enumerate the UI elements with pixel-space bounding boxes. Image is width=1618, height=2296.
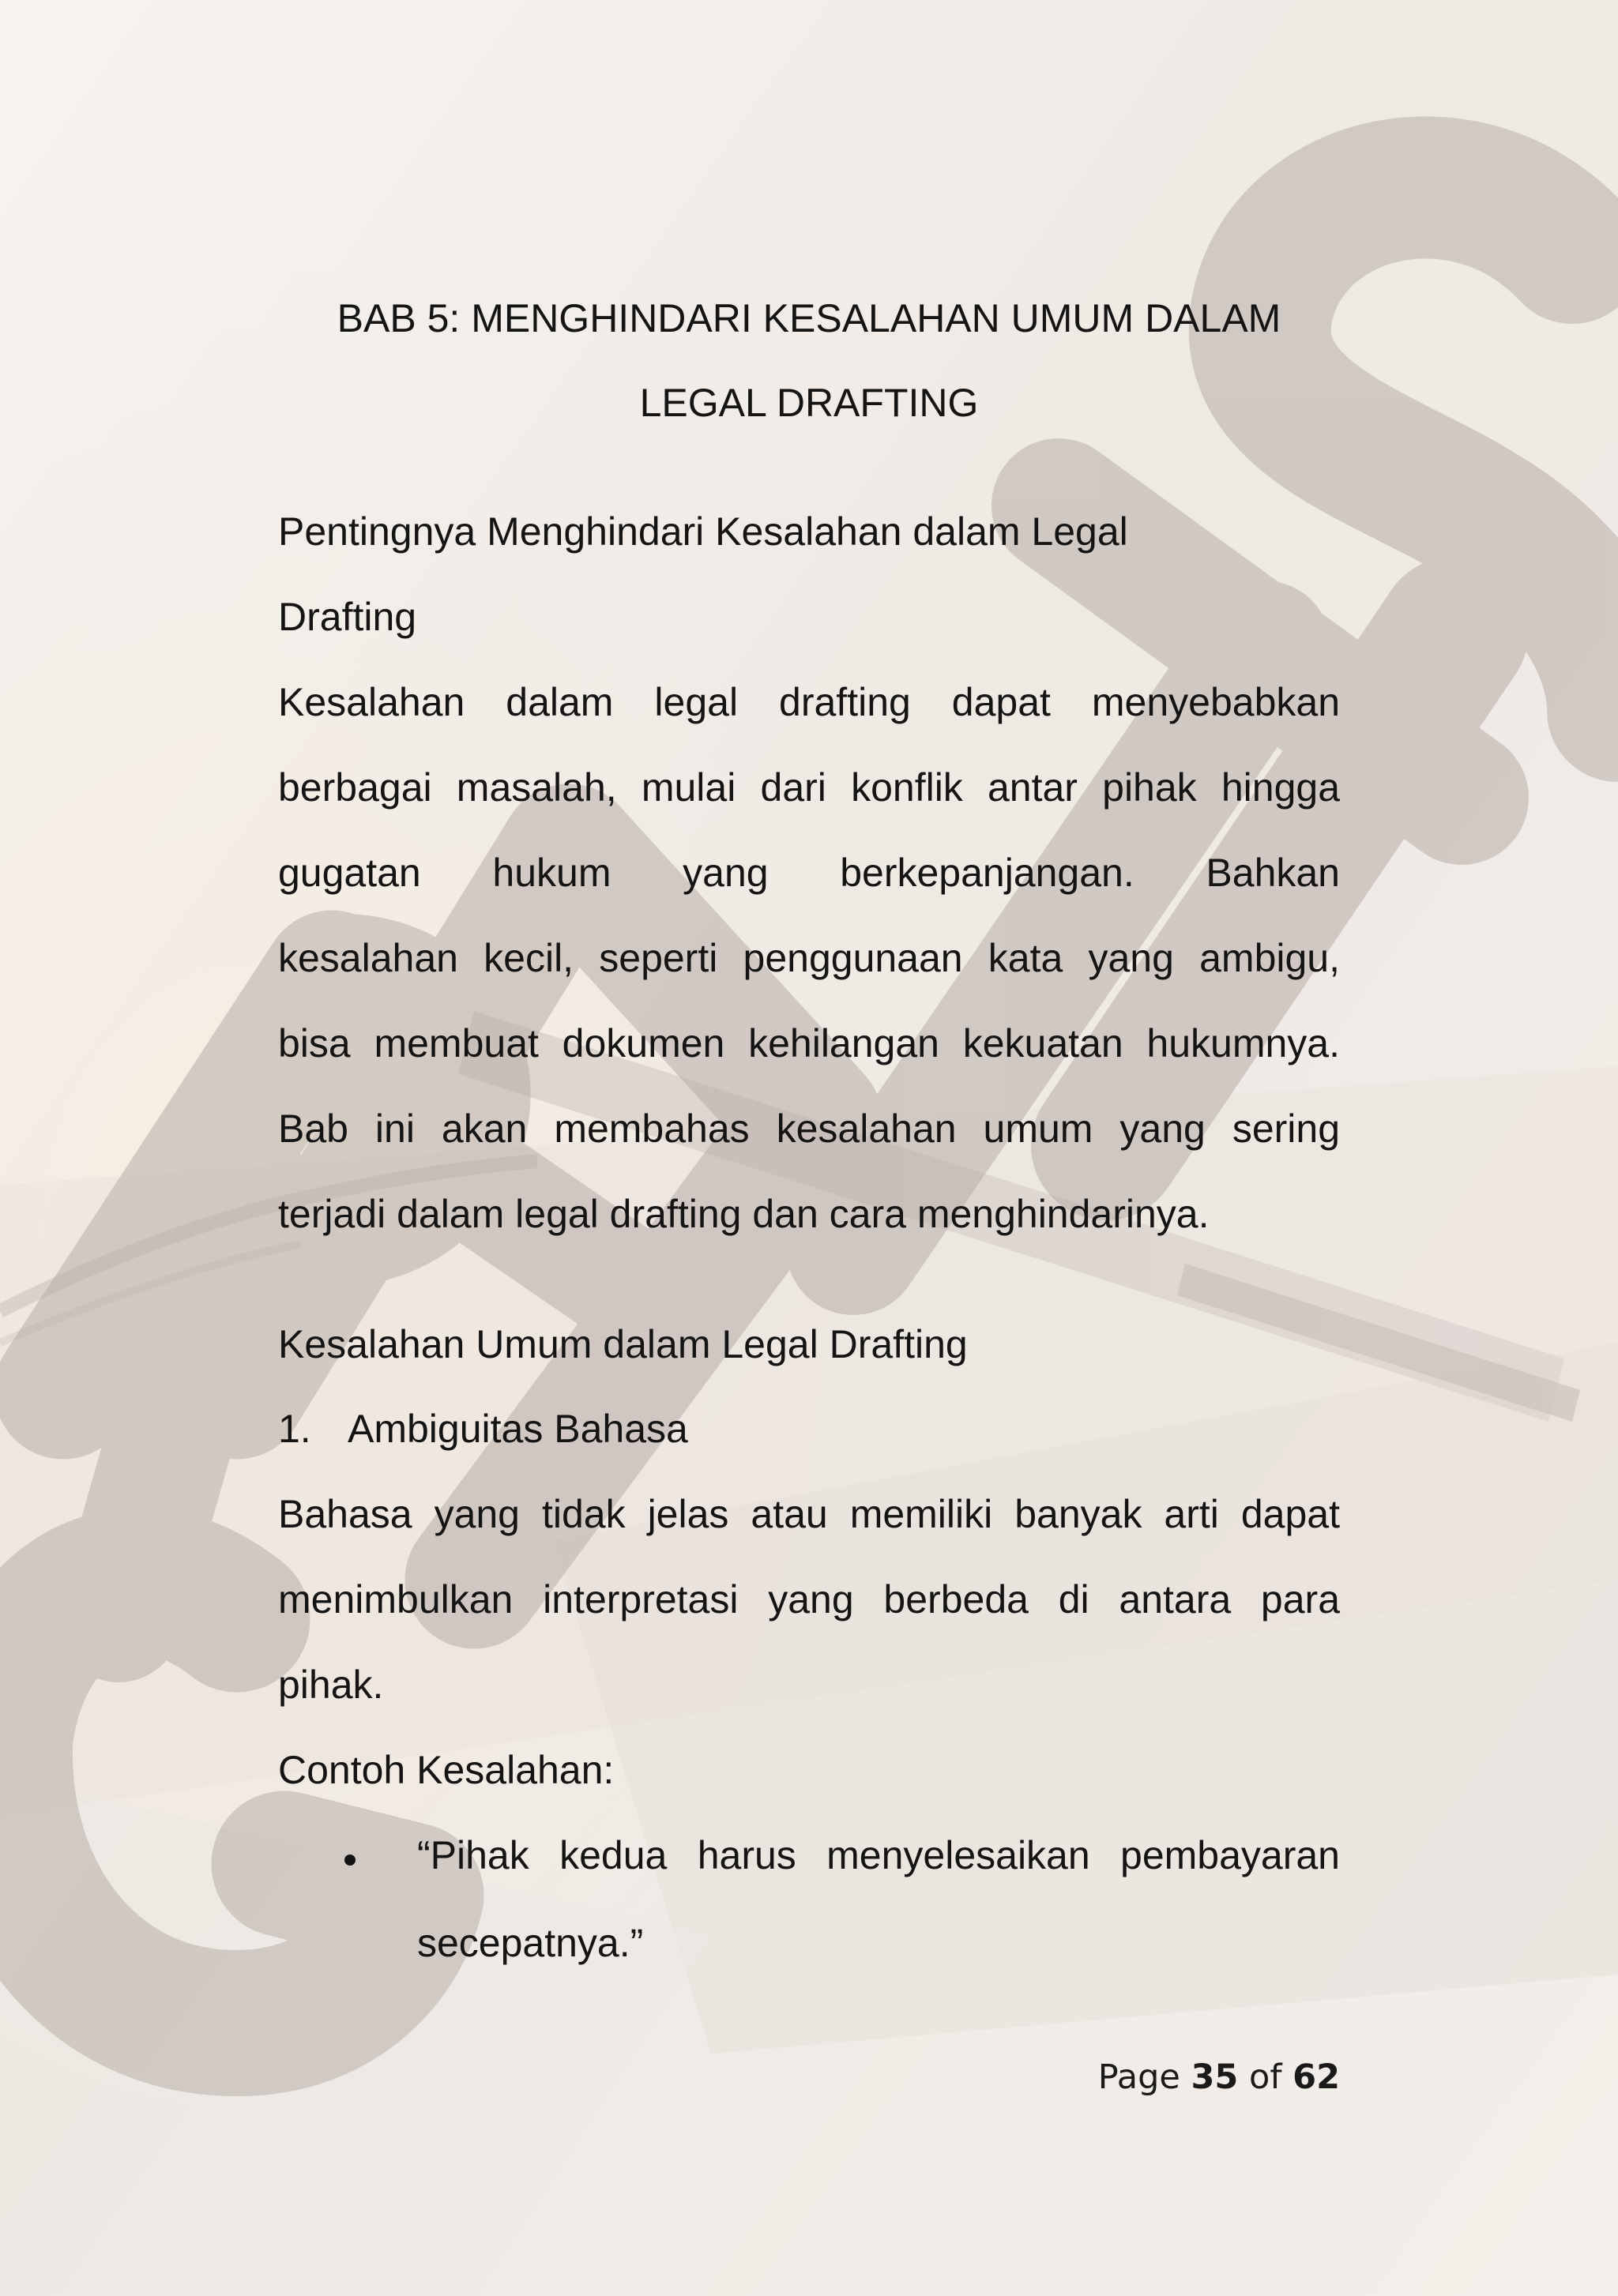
section-heading-line-1: Pentingnya Menghindari Kesalahan dalam Legal: [278, 509, 1128, 554]
paragraph-line: kesalahan kecil, seperti penggunaan kata yang ambigu,: [278, 936, 1340, 980]
total-pages: 62: [1293, 2057, 1340, 2097]
paragraph-line: berbagai masalah, mulai dari konflik antar pihak hingga: [278, 765, 1340, 810]
paragraph-line: pihak.: [278, 1663, 384, 1707]
paragraph-line: Bahasa yang tidak jelas atau memiliki banyak arti dapat: [278, 1492, 1340, 1536]
bullet-text-line: secepatnya.”: [417, 1921, 644, 1965]
section-heading-line-2: Drafting: [278, 595, 417, 639]
chapter-title-line-2: LEGAL DRAFTING: [639, 381, 979, 425]
chapter-title-line-1: BAB 5: MENGHINDARI KESALAHAN UMUM DALAM: [337, 296, 1281, 340]
example-label: Contoh Kesalahan:: [278, 1748, 615, 1792]
current-page: 35: [1191, 2057, 1239, 2097]
bullet-text-line: “Pihak kedua harus menyelesaikan pembayaran: [417, 1833, 1340, 1877]
paragraph-line: Kesalahan dalam legal drafting dapat menyebabkan: [278, 680, 1340, 724]
paragraph-line: menimbulkan interpretasi yang berbeda di antara para: [278, 1577, 1340, 1621]
list-item-title: Ambiguitas Bahasa: [348, 1407, 688, 1451]
page-of: of: [1249, 2057, 1282, 2097]
paragraph-line: bisa membuat dokumen kehilangan kekuatan hukumnya.: [278, 1021, 1340, 1065]
section-heading: Kesalahan Umum dalam Legal Drafting: [278, 1322, 968, 1366]
paragraph-line: terjadi dalam legal drafting dan cara menghindarinya.: [278, 1192, 1210, 1236]
page-number: [1098, 2055, 1340, 2099]
list-item-number: 1.: [278, 1407, 311, 1451]
bullet-icon: [344, 1854, 356, 1866]
paragraph-line: Bab ini akan membahas kesalahan umum yang sering: [278, 1107, 1340, 1151]
paragraph-line: gugatan hukum yang berkepanjangan. Bahkan: [278, 851, 1340, 895]
page-prefix: Page: [1097, 2057, 1180, 2097]
